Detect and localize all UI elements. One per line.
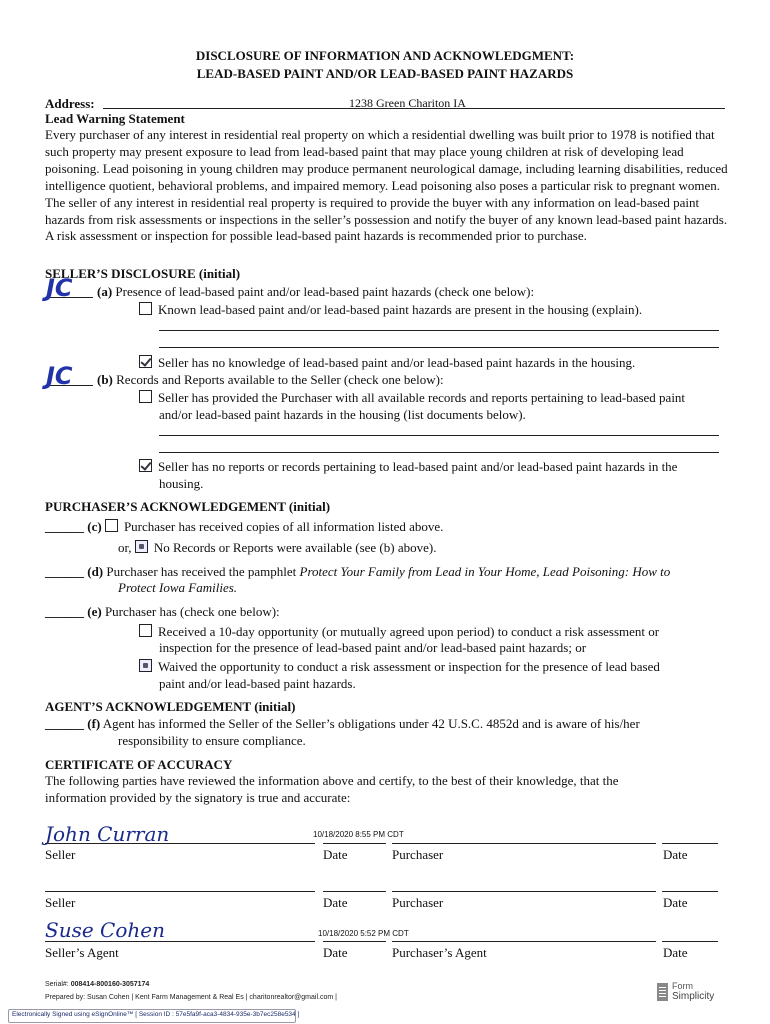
c-opt2-checkbox[interactable] [135, 540, 148, 553]
e-opt2-checkbox[interactable] [139, 659, 152, 672]
certificate-heading: CERTIFICATE OF ACCURACY [45, 757, 233, 772]
item-f-text-line2: responsibility to ensure compliance. [118, 733, 306, 748]
date-line-purchaser-agent[interactable] [662, 941, 718, 942]
document-title-line2: LEAD-BASED PAINT AND/OR LEAD-BASED PAINT HAZARDS [196, 66, 574, 81]
e-opt1-text-line1: Received a 10-day opportunity (or mutually agreed upon period) to conduct a risk assessment or [158, 624, 660, 639]
e-opt1-checkbox[interactable] [139, 624, 152, 637]
c-opt2-text: No Records or Reports were available (see (b) above). [153, 540, 437, 555]
date-line-seller-agent [323, 941, 386, 942]
item-d-text: Purchaser has received the pamphlet [106, 564, 297, 579]
serial-label: Serial#: [45, 981, 69, 988]
item-c-label: (c) [87, 519, 102, 534]
lead-warning-heading: Lead Warning Statement [45, 111, 185, 126]
sig-line-purchaser-agent[interactable] [392, 941, 656, 942]
address-value[interactable]: 1238 Green Chariton IA [349, 96, 466, 110]
date-line-purchaser-1[interactable] [662, 843, 718, 844]
seller-label-2: Seller [45, 895, 76, 910]
sig-line-purchaser-2[interactable] [392, 891, 656, 892]
date-label-3a: Date [323, 945, 348, 960]
b-opt1-checkbox[interactable] [139, 390, 152, 403]
lead-warning-text: Every purchaser of any interest in residential real property on which a residential dwelling was built prior to 1978 is notified that such property may present exposure to lead from lead-based paint that may place young children at risk of developing lead poisoning. Lead poisoning in young children may produce permanent neurological damage, including learning disabilities, reduced intelligence quotient, behavioral problems, and impaired memory. Lead poisoning also poses a particular risk to pregnant women. The seller of any interest in residential real property is required to provide the buyer with any information on lead-based paint hazards from risk assessments or inspections in the seller’s possession and notify the buyer of any known lead-based paint hazards. A risk assessment or inspection for possible lead-based paint hazards is recommended prior to purchase. [45, 127, 728, 244]
prepared-by-value: Susan Cohen | Kent Farm Management & Real Es | charitonrealtor@gmail.com | [87, 994, 337, 1001]
explain-line-2[interactable] [159, 347, 719, 348]
seller-agent-label: Seller’s Agent [45, 945, 119, 960]
date-label-3b: Date [663, 945, 688, 960]
logo-text-bottom: Simplicity [672, 991, 715, 1002]
a-opt1-text: Known lead-based paint and/or lead-based paint hazards are present in the housing (explain). [158, 302, 643, 317]
item-f-label: (f) [87, 716, 101, 731]
explain-line-1[interactable] [159, 330, 719, 331]
sig-line-seller-2[interactable] [45, 891, 315, 892]
certificate-text-line2: information provided by the signatory is true and accurate: [45, 790, 351, 805]
c-opt1-text: Purchaser has received copies of all information listed above. [123, 519, 444, 534]
purchaser-label-1: Purchaser [392, 847, 444, 862]
e-opt2-text-line2: paint and/or lead-based paint hazards. [159, 676, 356, 691]
purchaser-agent-label: Purchaser’s Agent [392, 945, 487, 960]
date-line-seller-1 [323, 843, 386, 844]
agent-initial-f[interactable]: ______ [45, 716, 84, 731]
purchaser-label-2: Purchaser [392, 895, 444, 910]
date-label-1b: Date [663, 847, 688, 862]
seller-signature-1[interactable]: John Curran [45, 822, 170, 846]
item-e-text: Purchaser has (check one below): [104, 604, 280, 619]
document-icon [657, 983, 668, 1001]
item-f-text-line1: Agent has informed the Seller of the Seller’s obligations under 42 U.S.C. 4852d and is aware of his/her [102, 716, 640, 731]
date-label-1a: Date [323, 847, 348, 862]
documents-line-2[interactable] [159, 452, 719, 453]
agent-date-stamp: 10/18/2020 5:52 PM CDT [318, 929, 409, 938]
item-d-label: (d) [87, 564, 104, 579]
item-e-label: (e) [87, 604, 102, 619]
date-label-2a: Date [323, 895, 348, 910]
pamphlet-title-line2: Protect Iowa Families. [118, 580, 238, 595]
pamphlet-title-line1: Protect Your Family from Lead in Your Home, Lead Poisoning: How to [299, 564, 671, 579]
item-a-label: (a) [97, 284, 113, 299]
a-opt2-checkbox[interactable] [139, 355, 152, 368]
e-opt1-text-line2: inspection for the presence of lead-based paint and/or lead-based paint hazards; or [159, 640, 587, 655]
b-opt2-text-line2: housing. [159, 476, 204, 491]
purchaser-initial-e[interactable]: ______ [45, 604, 84, 619]
a-opt2-text: Seller has no knowledge of lead-based paint and/or lead-based paint hazards in the housing. [158, 355, 636, 370]
c-opt1-checkbox[interactable] [105, 519, 118, 532]
item-b-label: (b) [97, 372, 113, 387]
e-opt2-text-line1: Waived the opportunity to conduct a risk assessment or inspection for the presence of lead based [158, 659, 660, 674]
sig-line-seller-agent [45, 941, 315, 942]
item-a-text: Presence of lead-based paint and/or lead-based paint hazards (check one below): [115, 284, 535, 299]
item-b-text: Records and Reports available to the Seller (check one below): [116, 372, 444, 387]
b-opt2-text-line1: Seller has no reports or records pertaining to lead-based paint and/or lead-based paint hazards in the [158, 459, 678, 474]
date-line-purchaser-2[interactable] [662, 891, 718, 892]
purchaser-initial-d[interactable]: ______ [45, 564, 84, 579]
agent-ack-heading: AGENT’S ACKNOWLEDGEMENT (initial) [45, 699, 296, 714]
prepared-by-label: Prepared by: [45, 994, 86, 1001]
address-label: Address: [45, 96, 95, 111]
documents-line-1[interactable] [159, 435, 719, 436]
seller-initial-b[interactable]: JC [46, 362, 73, 390]
document-title-line1: DISCLOSURE OF INFORMATION AND ACKNOWLEDGMENT: [195, 48, 575, 63]
seller-initial-a[interactable]: JC [46, 274, 73, 302]
purchaser-initial-c[interactable]: ______ [45, 519, 84, 534]
seller-date-stamp-1: 10/18/2020 8:55 PM CDT [313, 830, 404, 839]
sig-line-seller-1 [45, 843, 315, 844]
a-opt1-checkbox[interactable] [139, 302, 152, 315]
date-line-seller-2[interactable] [323, 891, 386, 892]
seller-label-1: Seller [45, 847, 76, 862]
b-opt1-text-line1: Seller has provided the Purchaser with all available records and reports pertaining to lead-based paint [158, 390, 686, 405]
b-opt2-checkbox[interactable] [139, 459, 152, 472]
agent-signature[interactable]: Suse Cohen [45, 918, 165, 942]
sig-line-purchaser-1[interactable] [392, 843, 656, 844]
date-label-2b: Date [663, 895, 688, 910]
esign-text: Electronically Signed using eSignOnline™ [ Session ID : 57e5fa9f-aca3-4834-935e-3b7ec258e534 ] [12, 1011, 300, 1018]
logo-text-top: Form [672, 981, 693, 991]
purchaser-ack-heading: PURCHASER’S ACKNOWLEDGEMENT (initial) [45, 499, 331, 514]
b-opt1-text-line2: and/or lead-based paint hazards in the housing (list documents below). [159, 407, 526, 422]
certificate-text-line1: The following parties have reviewed the information above and certify, to the best of their knowledge, that the [45, 773, 619, 788]
or-label: or, [118, 540, 132, 555]
seller-disclosure-heading: SELLER’S DISCLOSURE (initial) [45, 266, 241, 281]
serial-number: 008414-800160-3057174 [70, 981, 150, 988]
